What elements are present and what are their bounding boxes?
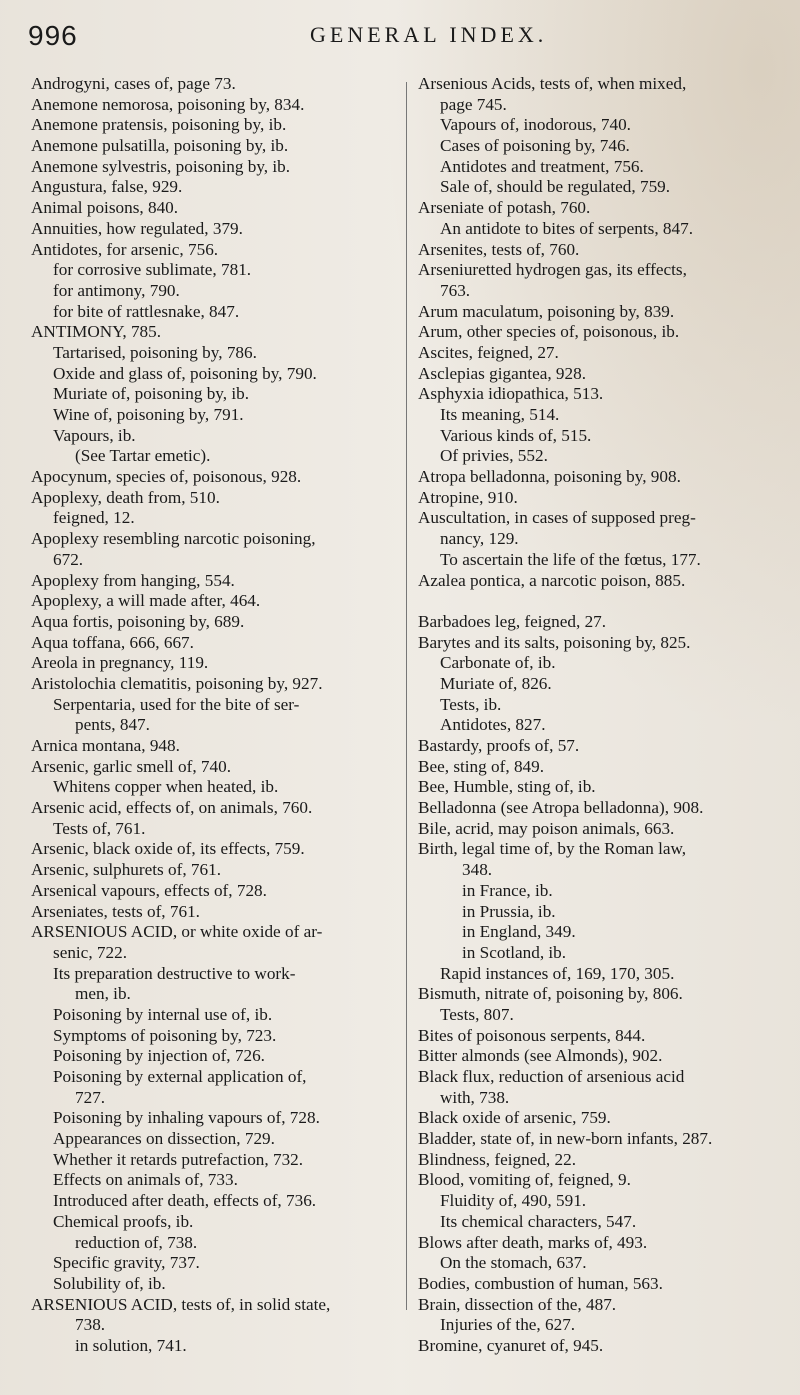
index-entry: Bile, acrid, may poison animals, 663. [418, 818, 675, 838]
index-entry: Arsenical vapours, effects of, 728. [31, 880, 267, 900]
index-entry: Atropa belladonna, poisoning by, 908. [418, 467, 681, 487]
index-entry: Asclepias gigantea, 928. [418, 363, 587, 383]
page-header [0, 20, 800, 50]
index-entry: Apocynum, species of, poisonous, 928. [31, 467, 302, 487]
index-subentry: feigned, 12. [53, 508, 135, 528]
index-entry: Apoplexy, a will made after, 464. [31, 591, 261, 611]
index-entry: Belladonna (see Atropa belladonna), 908. [418, 798, 704, 818]
index-entry: Aristolochia clematitis, poisoning by, 927. [31, 673, 323, 693]
index-entry: ARSENIOUS ACID, tests of, in solid state, [31, 1294, 331, 1314]
index-subentry: Whether it retards putrefaction, 732. [53, 1149, 304, 1169]
index-entry: Arsenic, sulphurets of, 761. [31, 860, 221, 880]
index-entry: Black flux, reduction of arsenious acid [418, 1067, 685, 1086]
index-subentry: men, ib. [75, 984, 131, 1004]
index-entry: Blows after death, marks of, 493. [418, 1232, 648, 1252]
index-entry: Barbadoes leg, feigned, 27. [418, 611, 607, 631]
index-entry: Aqua toffana, 666, 667. [31, 632, 194, 652]
index-entry: Angustura, false, 929. [31, 177, 183, 197]
index-subentry: Injuries of the, 627. [440, 1315, 576, 1335]
index-entry: Arsenic, black oxide of, its effects, 759. [31, 839, 305, 859]
index-subentry: Fluidity of, 490, 591. [440, 1191, 587, 1211]
index-subentry: Muriate of, poisoning by, ib. [53, 384, 250, 404]
index-subentry: An antidote to bites of serpents, 847. [440, 218, 693, 238]
index-entry: ARSENIOUS ACID, or white oxide of ar- [31, 922, 323, 942]
index-subentry: Poisoning by internal use of, ib. [53, 1004, 273, 1024]
index-subentry: pents, 847. [75, 715, 150, 735]
index-entry: Birth, legal time of, by the Roman law, [418, 839, 687, 859]
index-column-left [31, 74, 403, 1357]
index-entry: Bitter almonds (see Almonds), 902. [418, 1046, 663, 1066]
index-entry: Anemone nemorosa, poisoning by, 834. [31, 94, 305, 114]
index-entry: Arsenic acid, effects of, on animals, 760. [31, 798, 313, 818]
index-subentry: in Prussia, ib. [462, 901, 556, 921]
index-subentry: in Scotland, ib. [462, 942, 567, 962]
index-subentry: Rapid instances of, 169, 170, 305. [440, 963, 675, 983]
index-subentry: Effects on animals of, 733. [53, 1170, 238, 1190]
index-entry: Areola in pregnancy, 119. [31, 653, 209, 673]
index-subentry: in solution, 741. [75, 1335, 187, 1355]
index-subentry: 727. [75, 1087, 106, 1107]
index-subentry: Poisoning by external application of, [53, 1067, 307, 1086]
index-entry: Barytes and its salts, poisoning by, 825. [418, 632, 691, 652]
index-subentry: page 745. [440, 94, 507, 114]
index-entry: Atropine, 910. [418, 487, 518, 507]
index-subentry: Antidotes, 827. [440, 715, 546, 735]
index-subentry: Antidotes and treatment, 756. [440, 156, 644, 176]
section-gap [418, 591, 796, 612]
index-entry: Blood, vomiting of, feigned, 9. [418, 1170, 631, 1190]
index-subentry: in France, ib. [462, 880, 553, 900]
index-subentry: Vapours, ib. [53, 425, 136, 445]
index-entry: Bee, sting of, 849. [418, 756, 545, 776]
index-entry: Anemone sylvestris, poisoning by, ib. [31, 156, 291, 176]
index-subentry: with, 738. [440, 1087, 510, 1107]
index-subentry: Specific gravity, 737. [53, 1253, 200, 1273]
index-subentry: (See Tartar emetic). [75, 446, 211, 466]
index-subentry: Of privies, 552. [440, 446, 548, 466]
index-entry: Bladder, state of, in new-born infants, 287. [418, 1129, 713, 1149]
index-subentry: Oxide and glass of, poisoning by, 790. [53, 363, 317, 383]
index-subentry: 738. [75, 1315, 106, 1335]
index-entry: Arseniate of potash, 760. [418, 198, 591, 218]
index-subentry: Various kinds of, 515. [440, 425, 592, 445]
index-subentry: Introduced after death, effects of, 736. [53, 1191, 317, 1211]
index-subentry: 763. [440, 280, 471, 300]
index-subentry: Tests, 807. [440, 1004, 514, 1024]
index-entry: Arseniuretted hydrogen gas, its effects, [418, 260, 687, 280]
index-entry: Arum maculatum, poisoning by, 839. [418, 301, 675, 321]
index-subentry: Tests, ib. [440, 694, 502, 714]
index-subentry: Sale of, should be regulated, 759. [440, 177, 671, 197]
index-subentry: Tartarised, poisoning by, 786. [53, 342, 257, 362]
index-subentry: nancy, 129. [440, 529, 519, 549]
index-entry: Ascites, feigned, 27. [418, 342, 559, 362]
index-subentry: Poisoning by inhaling vapours of, 728. [53, 1108, 320, 1128]
index-subentry: Wine of, poisoning by, 791. [53, 405, 244, 424]
index-subentry: senic, 722. [53, 942, 127, 962]
index-entry: Androgyni, cases of, page 73. [31, 74, 236, 93]
index-subentry: for antimony, 790. [53, 280, 180, 300]
index-subentry: 672. [53, 549, 84, 569]
index-entry: Arsenites, tests of, 760. [418, 239, 580, 259]
index-subentry: Cases of poisoning by, 746. [440, 136, 630, 156]
index-entry: Asphyxia idiopathica, 513. [418, 384, 604, 404]
index-subentry: Chemical proofs, ib. [53, 1211, 194, 1231]
index-entry: Apoplexy resembling narcotic poisoning, [31, 529, 316, 549]
index-entry: Anemone pulsatilla, poisoning by, ib. [31, 136, 289, 156]
index-entry: Apoplexy, death from, 510. [31, 487, 220, 507]
index-subentry: in England, 349. [462, 922, 576, 942]
index-entry: Annuities, how regulated, 379. [31, 218, 243, 238]
index-entry: Blindness, feigned, 22. [418, 1149, 577, 1169]
index-entry: Apoplexy from hanging, 554. [31, 570, 235, 590]
index-subentry: Muriate of, 826. [440, 673, 552, 693]
index-entry: Arsenic, garlic smell of, 740. [31, 756, 231, 776]
column-divider [406, 82, 407, 1310]
index-subentry: Tests of, 761. [53, 818, 146, 838]
index-entry: Bee, Humble, sting of, ib. [418, 777, 596, 797]
running-head: GENERAL INDEX. [310, 22, 548, 47]
index-entry: Bismuth, nitrate of, poisoning by, 806. [418, 984, 683, 1004]
index-subentry: Its meaning, 514. [440, 405, 560, 424]
index-entry: Azalea pontica, a narcotic poison, 885. [418, 570, 686, 590]
index-subentry: Serpentaria, used for the bite of ser- [53, 694, 300, 714]
index-entry: Anemone pratensis, poisoning by, ib. [31, 115, 287, 135]
index-entry: Brain, dissection of the, 487. [418, 1294, 617, 1314]
index-entry: Bites of poisonous serpents, 844. [418, 1025, 646, 1045]
index-subentry: for bite of rattlesnake, 847. [53, 301, 240, 321]
index-subentry: Whitens copper when heated, ib. [53, 777, 279, 797]
index-subentry: reduction of, 738. [75, 1232, 198, 1252]
index-subentry: Poisoning by injection of, 726. [53, 1046, 265, 1066]
index-entry: Aqua fortis, poisoning by, 689. [31, 611, 245, 631]
index-subentry: Symptoms of poisoning by, 723. [53, 1025, 277, 1045]
index-subentry: Carbonate of, ib. [440, 653, 556, 673]
index-subentry: To ascertain the life of the fœtus, 177. [440, 549, 701, 569]
index-column-right [418, 74, 796, 1357]
index-subentry: for corrosive sublimate, 781. [53, 260, 252, 280]
index-subentry: Appearances on dissection, 729. [53, 1129, 275, 1149]
index-entry: Auscultation, in cases of supposed preg- [418, 508, 696, 528]
index-subentry: Its chemical characters, 547. [440, 1211, 637, 1231]
index-entry: Black oxide of arsenic, 759. [418, 1108, 611, 1128]
index-entry: ANTIMONY, 785. [31, 322, 162, 342]
index-entry: Bromine, cyanuret of, 945. [418, 1335, 604, 1355]
index-entry: Arsenious Acids, tests of, when mixed, [418, 74, 687, 93]
index-entry: Antidotes, for arsenic, 756. [31, 239, 219, 259]
index-entry: Arnica montana, 948. [31, 736, 180, 755]
index-subentry: On the stomach, 637. [440, 1253, 587, 1273]
index-subentry: 348. [462, 860, 493, 880]
page-number: 996 [28, 20, 78, 51]
index-entry: Bastardy, proofs of, 57. [418, 736, 580, 755]
index-entry: Arseniates, tests of, 761. [31, 901, 200, 921]
index-entry: Arum, other species of, poisonous, ib. [418, 322, 680, 342]
index-subentry: Solubility of, ib. [53, 1273, 166, 1293]
index-subentry: Its preparation destructive to work- [53, 963, 296, 983]
index-entry: Bodies, combustion of human, 563. [418, 1273, 663, 1293]
index-entry: Animal poisons, 840. [31, 198, 179, 218]
index-subentry: Vapours of, inodorous, 740. [440, 115, 631, 135]
